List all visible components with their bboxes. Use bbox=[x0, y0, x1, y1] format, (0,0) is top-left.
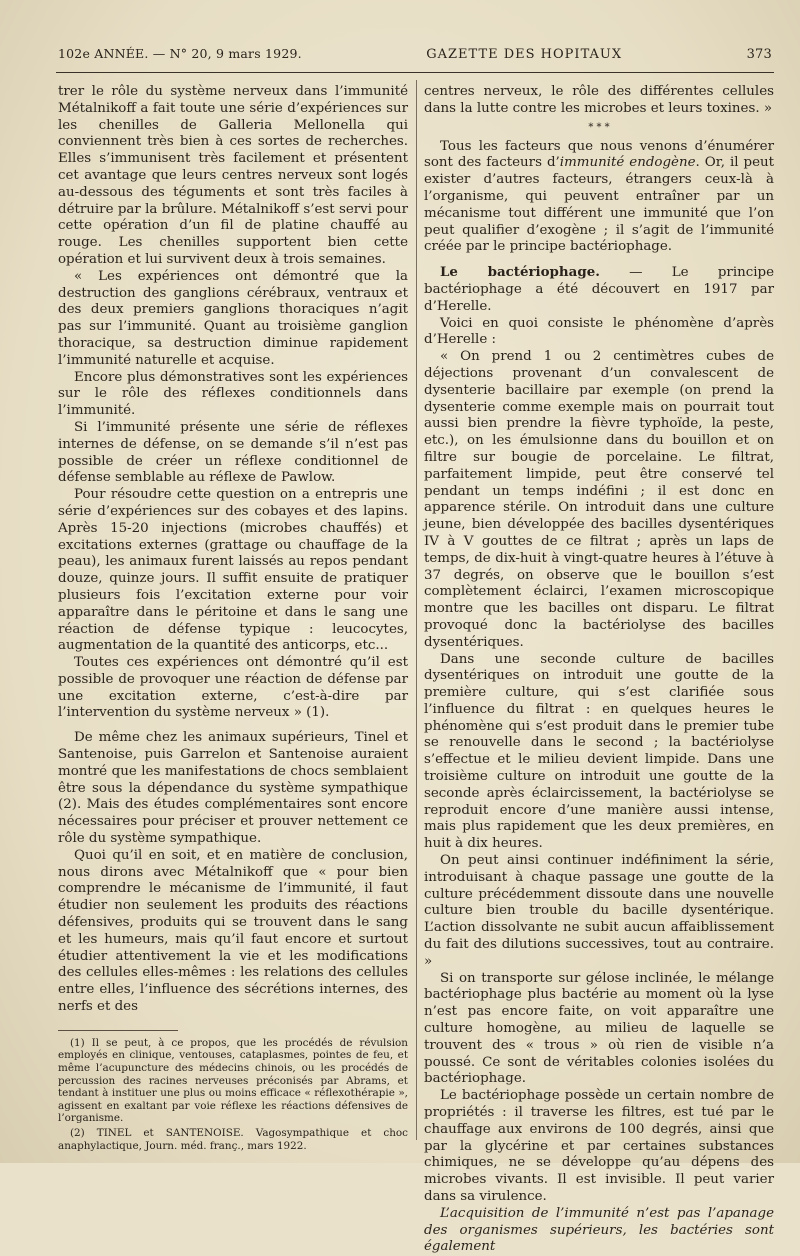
paragraph: Quoi qu’il en soit, et en matière de conclusion, nous dirons avec Métalnikoff que « pour bien comprendre le mécanisme de l’immunité, il faut étudier non seulement les produits des réactions défensives, produits qui se trouvent dans le sang et les humeurs, mais qu’il faut encore et surtout étudier attentivement la vie et les modifications des cellules elles-mêmes : les relations des cellules entre elles, l’influence des sécrétions internes, des nerfs et des bbox=[58, 847, 408, 1015]
paragraph: Voici en quoi consiste le phénomène d’après d’Herelle : bbox=[424, 315, 774, 348]
emphasis: L’acquisition de l’immunité n’est pas l’apanage des organismes supérieurs, les bactéries sont également bbox=[424, 1205, 774, 1255]
paragraph: Toutes ces expériences ont démontré qu’il est possible de provoquer une réaction de défense par une excitation externe, c’est-à-dire par l’intervention du système nerveux » (1). bbox=[58, 655, 408, 721]
emphasis: immunité endogène bbox=[559, 155, 696, 171]
paragraph: On peut ainsi continuer indéfiniment la série, introduisant à chaque passage une goutte de la culture précédemment dissoute dans une nouvelle culture bien trouble du bacille dysentérique. L’action dissolvante ne subit aucun affaiblissement du fait des dilutions successives, tout au contraire. » bbox=[424, 853, 774, 969]
section-separator: * * * bbox=[588, 121, 610, 133]
paragraph: « On prend 1 ou 2 centimètres cubes de déjections provenant d’un convalescent de dysenterie bacillaire par exemple (on prend la dysenterie comme exemple mais on pourrait tout aussi bien prendre la fièvre typhoïde, la peste, etc.), on les émulsionne dans du bouillon et on filtre sur bougie de porcelaine. Le filtrat, parfaitement limpide, peut être conservé tel pendant un temps indéfini ; il est donc en apparence stérile. On introduit dans une culture jeune, bien développée des bacilles dysentériques IV à V gouttes de ce filtrat ; après un laps de temps, de dix-huit à vingt-quatre heures à l’étuve à 37 degrés, on observe que le bouillon s’est complètement éclairci, l’examen microscopique montre que les bacilles ont disparu. Le filtrat provoqué donc la bactériolyse des bacilles dysentériques. bbox=[424, 349, 774, 650]
footnote: (2) TINEL et SANTENOISE. Vagosympathique et choc anaphylactique, Journ. méd. franç., mars 1922. bbox=[58, 1126, 408, 1152]
footnote-rule bbox=[58, 1030, 178, 1031]
footnote: (1) Il se peut, à ce propos, que les procédés de révulsion employés en clinique, ventouses, cataplasmes, pointes de feu, et même l’acupuncture des médecins chinois, ou les procédés de percussion des racines nerveuses préconisés par Abrams, et tendant à instituer une plus ou moins efficace « réflexothérapie », agissent en exaltant par voie réflexe les réactions défensives de l’organisme. bbox=[58, 1036, 408, 1125]
right-column bbox=[424, 84, 774, 1256]
paragraph bbox=[424, 139, 774, 257]
issue-info: 102e ANNÉE. — N° 20, 9 mars 1929. bbox=[58, 46, 302, 61]
paragraph bbox=[424, 1206, 774, 1256]
paragraph: Si l’immunité présente une série de réflexes internes de défense, on se demande s’il n’est pas possible de créer un réflexe conditionnel de défense semblable au réflexe de Pawlow. bbox=[58, 419, 408, 486]
paragraph: Pour résoudre cette question on a entrepris une série d’expériences sur des cobayes et des lapins. Après 15-20 injections (microbes chauffés) et excitations externes (grattage ou chauffage de la peau), les animaux furent laissés au repos pendant douze, quinze jours. Il suffit ensuite de pratiquer plusieurs fois l’excitation externe pour voir apparaître dans le péritoine et dans le sang une réaction de défense typique : leucocytes, augmentation de la quantité des anticorps, etc... bbox=[58, 487, 408, 654]
paragraph: Dans une seconde culture de bacilles dysentériques on introduit une goutte de la première culture, qui s’est clarifiée sous l’influence du filtrat : en quelques heures le phénomène qui s’est produit dans le premier tube se renouvelle dans le second ; la bactériolyse s’effectue et le milieu devient limpide. Dans une troisième culture on introduit une goutte de la seconde après éclaircissement, la bactériolyse se reproduit encore d’une manière aussi intense, mais plus rapidement que les deux premières, en huit à dix heures. bbox=[424, 651, 774, 852]
column-divider bbox=[416, 80, 417, 1140]
page-header bbox=[58, 46, 772, 70]
section-heading-paragraph bbox=[424, 264, 774, 315]
paragraph: Le bactériophage possède un certain nombre de propriétés : il traverse les filtres, est tué par le chauffage aux environs de 100 degrés, ainsi que par la glycérine et par certaines substances chimiques, ne se développe qu’au dépens des microbes vivants. Il est invisible. Il peut varier dans sa virulence. bbox=[424, 1088, 774, 1204]
paragraph: centres nerveux, le rôle des différentes cellules dans la lutte contre les microbes et leurs toxines. » bbox=[424, 84, 774, 116]
text-run: . Or, il peut exister d’autres facteurs, étrangers ceux-là à l’organisme, qui peuvent entraîner par un mécanisme tout différent une immunité que l’on peut qualifier d’exogène ; il s’agit de l’immunité créée par le principe bactériophage. bbox=[424, 155, 775, 255]
paragraph: trer le rôle du système nerveux dans l’immunité Métalnikoff a fait toute une série d’expériences sur les chenilles de Galleria Mellonella qui conviennent très bien à ces sortes de recherches. Elles s’immunisent très facilement et présentent cet avantage que leurs centres nerveux sont logés au-dessous des téguments et sont très faciles à détruire par la brûlure. Métalnikoff s’est servi pour cette opération d’un fil de platine chauffé au rouge. Les chenilles supportent bien cette opération et lui survivent deux à trois semaines. bbox=[58, 84, 408, 267]
journal-title: GAZETTE DES HOPITAUX bbox=[426, 47, 623, 62]
paragraph: « Les expériences ont démontré que la destruction des ganglions cérébraux, ventraux et des deux premiers ganglions thoraciques n’agit pas sur l’immunité. Quant au troisième ganglion thoracique, sa destruction diminue rapidement l’immunité naturelle et acquise. bbox=[58, 268, 408, 368]
paragraph: Si on transporte sur gélose inclinée, le mélange bactériophage plus bactérie au moment où la lyse n’est pas encore faite, on voit apparaître une culture homogène, au milieu de laquelle se trouvent des « trous » où rien de visible n’a poussé. Ce sont de véritables colonies isolées du bactériophage. bbox=[424, 970, 774, 1087]
section-title: Le bactériophage. bbox=[440, 264, 600, 281]
paragraph: De même chez les animaux supérieurs, Tinel et Santenoise, puis Garrelon et Santenoise auraient montré que les manifestations de chocs semblaient être sous la dépendance du système sympathique (2). Mais des études complémentaires sont encore nécessaires pour préciser et prouver nettement ce rôle du système sympathique. bbox=[58, 730, 408, 847]
left-column bbox=[58, 84, 408, 1154]
header-rule bbox=[56, 72, 774, 73]
text-run: — Le principe bactériophage a été découvert en 1917 par d’Herelle. bbox=[424, 265, 775, 314]
text-run: Tous les facteurs que nous venons d’énumérer sont des facteurs d’ bbox=[424, 138, 774, 171]
paragraph: Encore plus démonstratives sont les expériences sur le rôle des réflexes conditionnels dans l’immunité. bbox=[58, 369, 408, 419]
page-number: 373 bbox=[746, 47, 772, 62]
